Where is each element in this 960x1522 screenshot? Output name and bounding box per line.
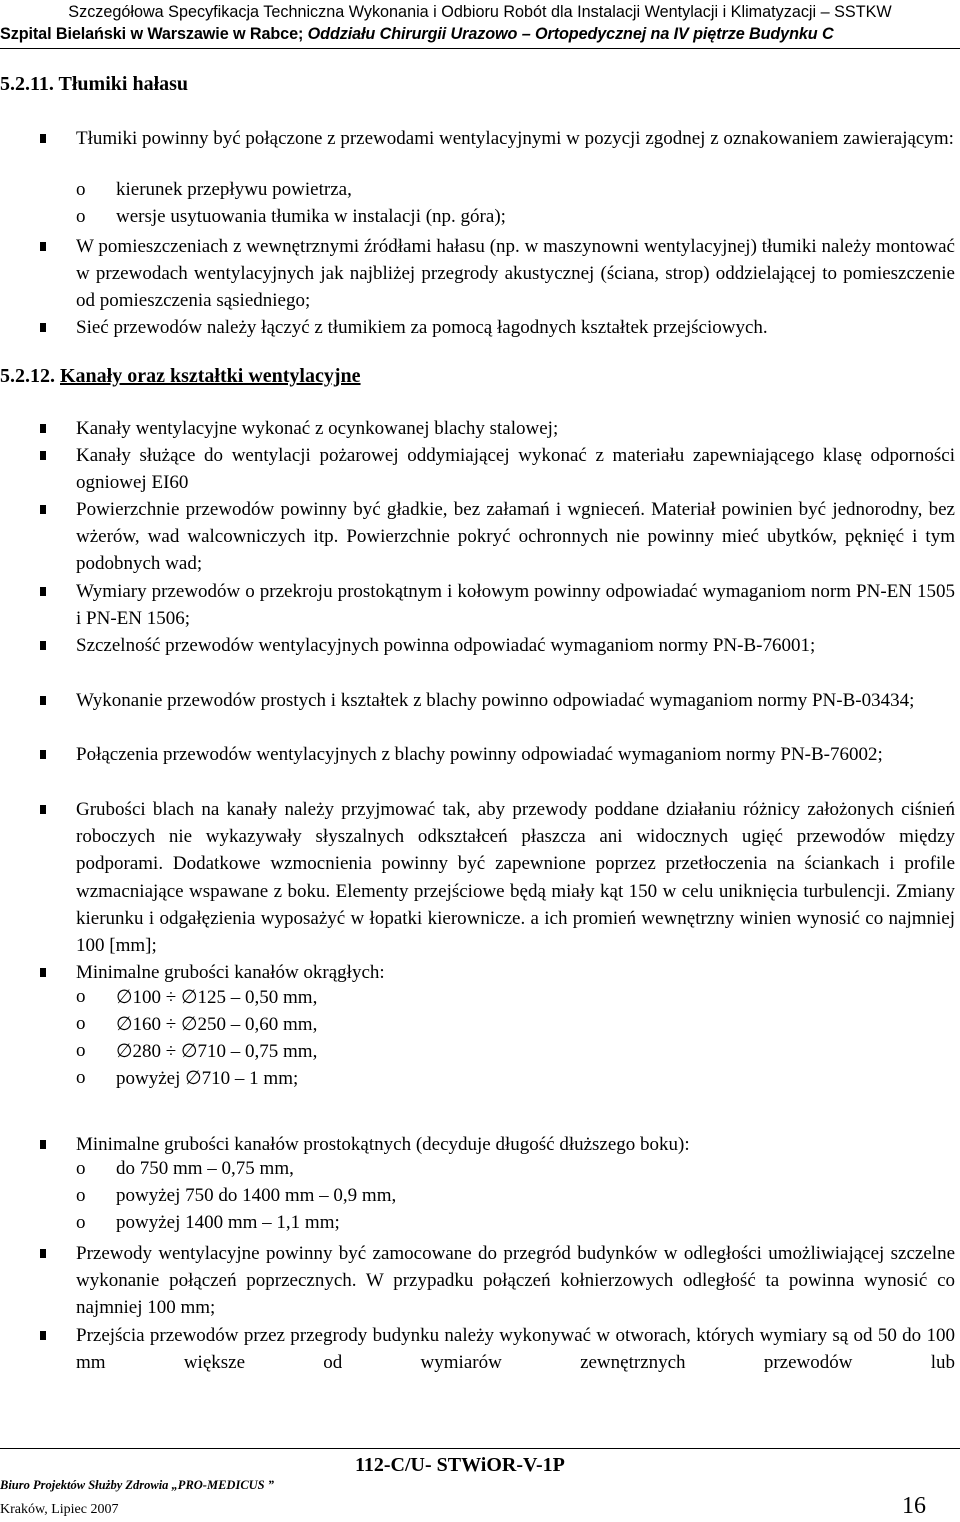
list-item-text: Tłumiki powinny być połączone z przewodami wentylacyjnymi w pozycji zgodnej z oznakowaniem zawierającym: [76,128,954,149]
bullet-square-icon [40,242,46,251]
list-item-text: Wymiary przewodów o przekroju prostokątnym i kołowym powinny odpowiadać wymaganiom norm PN-EN 1505 i PN-EN 1506; [76,581,955,630]
list-item-text: Minimalne grubości kanałów prostokątnych (decyduje długość dłuższego boku): [76,1134,690,1155]
bullet-square-icon [40,968,46,977]
bullet-square-icon [40,505,46,514]
footer-document-code: 112-C/U- STWiOR-V-1P [355,1454,565,1476]
list-item-text: Powierzchnie przewodów powinny być gładkie, bez załamań i wgnieceń. Materiał powinien być jednorodny, bez wżerów, wad walcowniczych itp. Powierzchnie pokryć ochronnych nie powinny mieć ubytków, pęknięć i tym podobnych wad; [76,499,955,575]
bullet-square-icon [40,424,46,433]
sub-marker: o [76,986,86,1007]
sub-marker: o [76,1040,86,1061]
section-number: 5.2.12. [0,365,60,387]
sub-marker: o [76,1067,86,1088]
header-title-line: Szczegółowa Specyfikacja Techniczna Wykonania i Odbioru Robót dla Instalacji Wentylacji i Klimatyzacji – SSTKW [68,3,892,21]
section-title: Kanały oraz kształtki wentylacyjne [60,365,361,387]
sub-marker: o [76,1212,86,1233]
bullet-square-icon [40,134,46,143]
sub-list-text: do 750 mm – 0,75 mm, [116,1158,294,1179]
bullet-square-icon [40,1331,46,1340]
footer-rule [0,1448,960,1449]
sub-marker: o [76,206,86,227]
sub-marker: o [76,1185,86,1206]
sub-list-text: powyżej 750 do 1400 mm – 0,9 mm, [116,1185,397,1206]
bullet-square-icon [40,750,46,759]
bullet-square-icon [40,1140,46,1149]
header-hospital: Szpital Bielański w Warszawie w Rabce; [0,25,308,43]
bullet-square-icon [40,696,46,705]
list-item-text: Minimalne grubości kanałów okrągłych: [76,962,385,983]
footer-office: Biuro Projektów Służby Zdrowia „PRO-MEDICUS ” [0,1478,275,1492]
sub-list-text: ∅160 ÷ ∅250 – 0,60 mm, [116,1014,318,1035]
list-item-text: Kanały służące do wentylacji pożarowej oddymiającej wykonać z materiału zapewniającego klasę odporności ogniowej EI60 [76,445,955,494]
bullet-square-icon [40,323,46,332]
sub-marker: o [76,1013,86,1034]
sub-list-text: powyżej 1400 mm – 1,1 mm; [116,1212,340,1233]
sub-marker: o [76,1158,86,1179]
list-item-text: Przewody wentylacyjne powinny być zamocowane do przegród budynków w odległości umożliwiającej szczelne wykonanie połączeń poprzecznych. W przypadku połączeń kołnierzowych odległość ta powinna wynosić co najmniej 100 mm; [76,1243,955,1319]
list-item-text: Przejścia przewodów przez przegrody budynku należy wykonywać w otworach, których wymiary są od 50 do 100 mm większe od wymiarów zewnętrznych przewodów lub [76,1325,955,1374]
sub-list-text: ∅280 ÷ ∅710 – 0,75 mm, [116,1041,318,1062]
page-number: 16 [902,1493,926,1519]
footer-place-date: Kraków, Lipiec 2007 [0,1502,119,1517]
sub-list-text: ∅100 ÷ ∅125 – 0,50 mm, [116,987,318,1008]
list-item-text: Szczelność przewodów wentylacyjnych powinna odpowiadać wymaganiom normy PN-B-76001; [76,635,816,656]
list-item-text: Wykonanie przewodów prostych i kształtek z blachy powinno odpowiadać wymaganiom normy PN-B-03434; [76,690,915,711]
sub-marker: o [76,179,86,200]
section-heading-5-2-12 [0,365,361,388]
sub-list-text: wersje usytuowania tłumika w instalacji (np. góra); [116,206,506,227]
list-item-text: Kanały wentylacyjne wykonać z ocynkowanej blachy stalowej; [76,418,559,439]
sub-list-text: powyżej ∅710 – 1 mm; [116,1068,299,1089]
list-item-text: Grubości blach na kanały należy przyjmować tak, aby przewody poddane działaniu różnicy założonych ciśnień roboczych nie wykazywały słyszalnych odkształceń płaszcza ani widocznych ugięć przewodów między podporami. Dodatkowe wzmocnienia powinny być zapewnione poprzez przetłoczenia na ściankach i profile wzmacniające wspawane z boku. Elementy przejściowe będą miały kąt 150 w celu uniknięcia turbulencji. Zmiany kierunku i odgałęzienia wyposażyć w łopatki kierownicze. a ich promień wewnętrzny winien wynosić co najmniej 100 [mm]; [76,799,955,957]
sub-list-text: kierunek przepływu powietrza, [116,179,352,200]
bullet-square-icon [40,805,46,814]
list-item-text: Sieć przewodów należy łączyć z tłumikiem za pomocą łagodnych kształtek przejściowych. [76,317,768,338]
bullet-square-icon [40,451,46,460]
list-item-text: W pomieszczeniach z wewnętrznymi źródłami hałasu (np. w maszynowni wentylacyjnej) tłumiki należy montować w przewodach wentylacyjnych jak najbliżej przegrody akustycznej (ściana, strop) oddzielającej to pomieszczenie od pomieszczenia sąsiedniego; [76,236,955,312]
list-item-text: Połączenia przewodów wentylacyjnych z blachy powinny odpowiadać wymaganiom normy PN-B-76002; [76,744,883,765]
header-department: Oddziału Chirurgii Urazowo – Ortopedycznej na IV piętrze Budynku C [307,25,834,43]
bullet-square-icon [40,1249,46,1258]
bullet-square-icon [40,641,46,650]
header-rule [0,48,960,49]
bullet-square-icon [40,587,46,596]
section-heading-5-2-11: 5.2.11. Tłumiki hałasu [0,73,189,95]
header-subtitle-line [0,25,960,44]
